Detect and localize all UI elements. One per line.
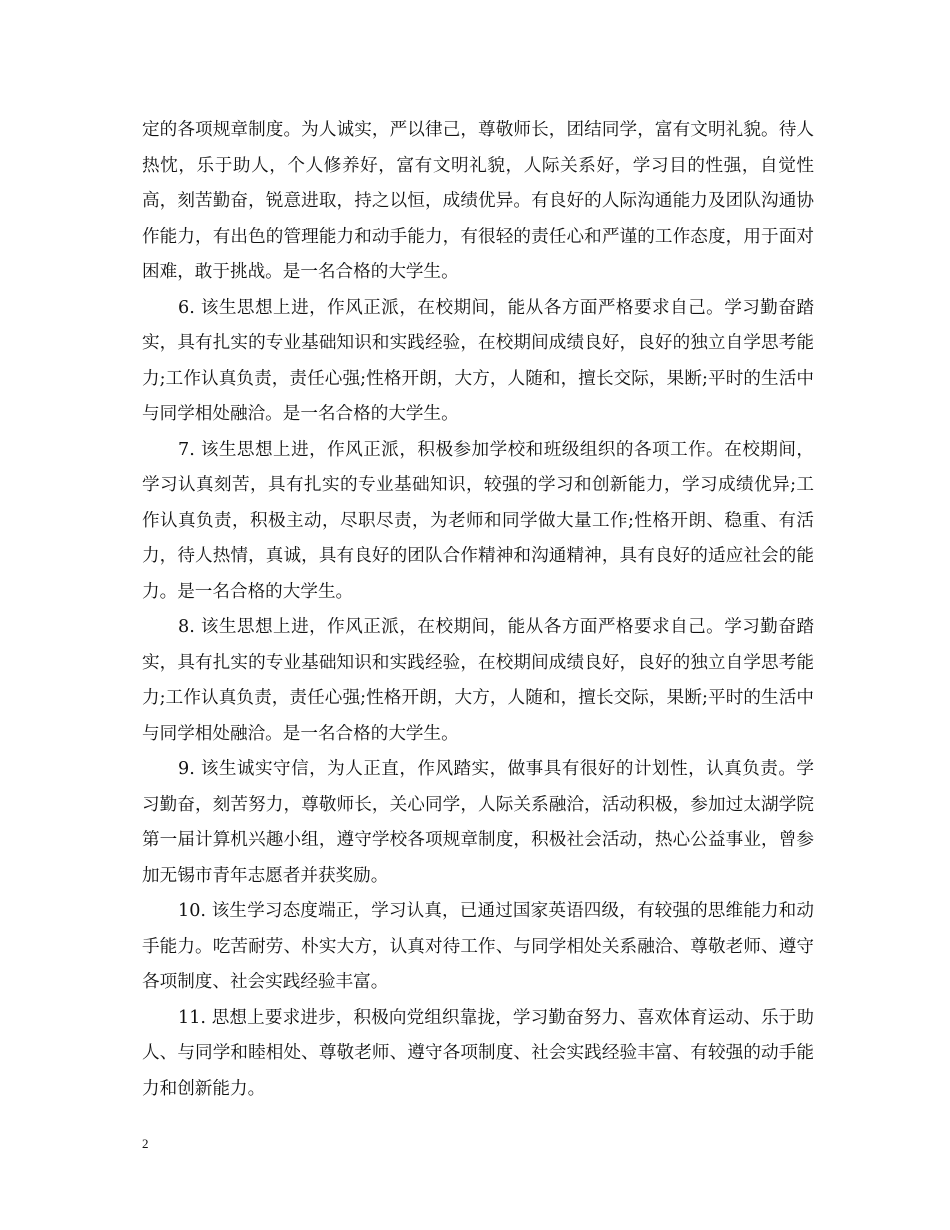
paragraph-9: 9. 该生诚实守信，为人正直，作风踏实，做事具有很好的计划性，认真负责。学习勤奋，刻苦努力，尊敬师长，关心同学，人际关系融洽，活动积极，参加过太湖学院第一届计算机兴趣小组，遵守学校各项规章制度，积极社会活动，热心公益事业，曾参加无锡市青年志愿者并获奖励。 xyxy=(142,759,814,886)
paragraph-8: 8. 该生思想上进，作风正派，在校期间，能从各方面严格要求自己。学习勤奋踏实，具有扎实的专业基础知识和实践经验，在校期间成绩良好，良好的独立自学思考能力;工作认真负责，责任心强;性格开朗，大方，人随和，擅长交际，果断;平时的生活中与同学相处融洽。是一名合格的大学生。 xyxy=(142,617,814,744)
paragraph-continued: 定的各项规章制度。为人诚实，严以律己，尊敬师长，团结同学，富有文明礼貌。待人热忱，乐于助人，个人修养好，富有文明礼貌，人际关系好，学习目的性强，自觉性高，刻苦勤奋，锐意进取，持之以恒，成绩优异。有良好的人际沟通能力及团队沟通协作能力，有出色的管理能力和动手能力，有很轻的责任心和严谨的工作态度，用于面对困难，敢于挑战。是一名合格的大学生。 xyxy=(142,120,814,282)
paragraph-7: 7. 该生思想上进，作风正派，积极参加学校和班级组织的各项工作。在校期间，学习认真刻苦，具有扎实的专业基础知识，较强的学习和创新能力，学习成绩优异;工作认真负责，积极主动，尽职尽责，为老师和同学做大量工作;性格开朗、稳重、有活力，待人热情，真诚，具有良好的团队合作精神和沟通精神，具有良好的适应社会的能力。是一名合格的大学生。 xyxy=(142,439,814,602)
paragraph-11: 11. 思想上要求进步，积极向党组织靠拢，学习勤奋努力、喜欢体育运动、乐于助人、与同学和睦相处、尊敬老师、遵守各项制度、社会实践经验丰富、有较强的动手能力和创新能力。 xyxy=(142,1007,814,1099)
paragraph-10: 10. 该生学习态度端正，学习认真，已通过国家英语四级，有较强的思维能力和动手能力。吃苦耐劳、朴实大方，认真对待工作、与同学相处关系融洽、尊敬老师、遵守各项制度、社会实践经验丰富。 xyxy=(142,901,814,992)
page-number: 2 xyxy=(142,1136,149,1151)
paragraph-6: 6. 该生思想上进，作风正派，在校期间，能从各方面严格要求自己。学习勤奋踏实，具有扎实的专业基础知识和实践经验，在校期间成绩良好，良好的独立自学思考能力;工作认真负责，责任心强;性格开朗，大方，人随和，擅长交际，果断;平时的生活中与同学相处融洽。是一名合格的大学生。 xyxy=(142,297,814,424)
document-body xyxy=(142,113,814,1107)
